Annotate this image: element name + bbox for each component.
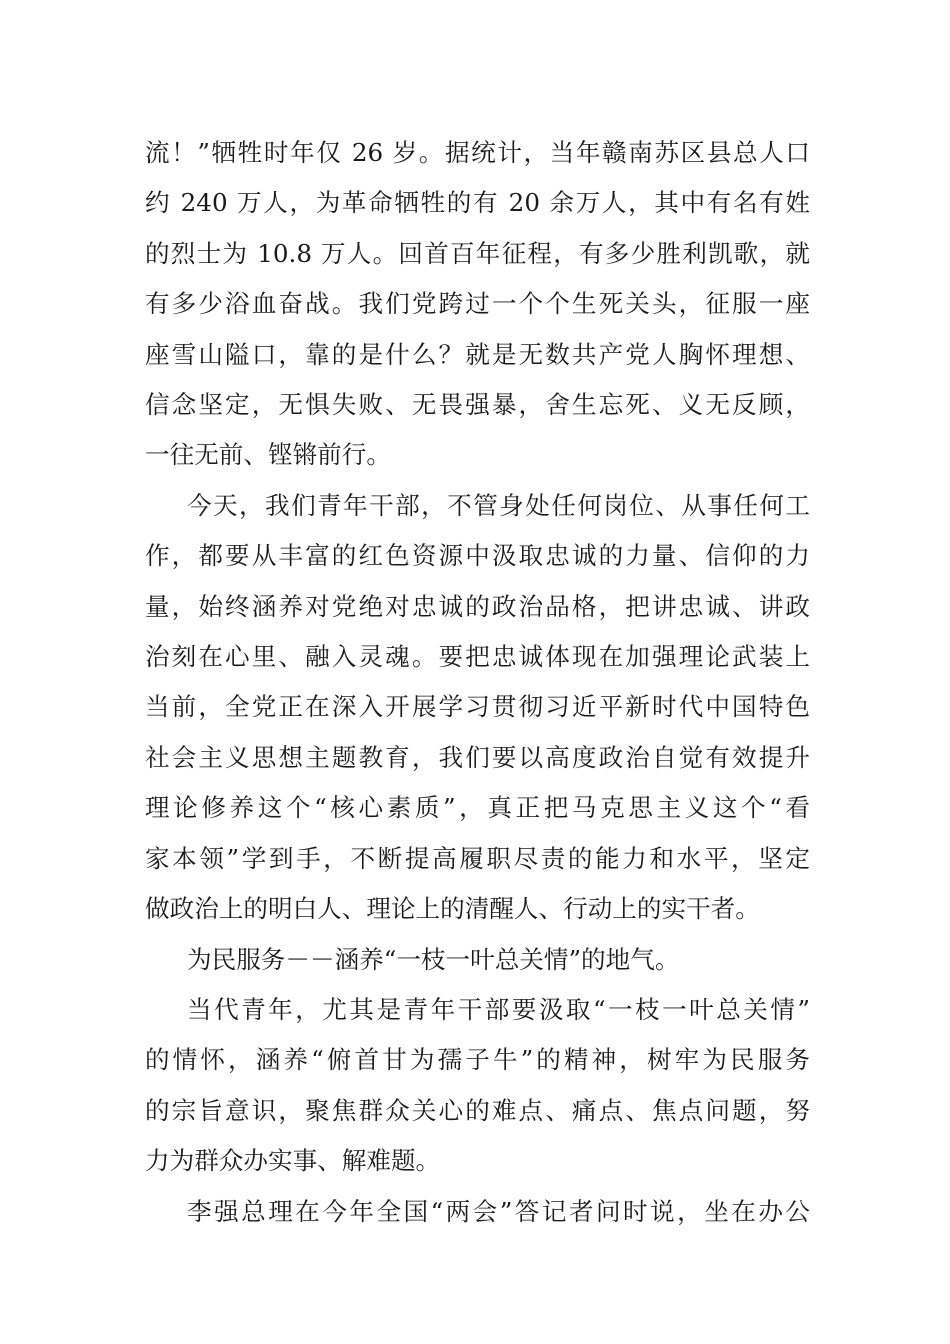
- paragraph-2: [145, 481, 810, 935]
- text-line: 社会主义思想主题教育，我们要以高度政治自觉有效提升: [145, 742, 810, 772]
- text-line: 家本领”学到手，不断提高履职尽责的能力和水平，坚定: [145, 843, 810, 873]
- text-line: 约 240 万人，为革命牺牲的有 20 余万人，其中有名有姓: [145, 188, 810, 218]
- paragraph-3-heading: [145, 935, 810, 985]
- text-line: 座雪山隘口，靠的是什么？就是无数共产党人胸怀理想、: [145, 339, 810, 369]
- text-line: 量，始终涵养对党绝对忠诚的政治品格，把讲忠诚、讲政: [145, 591, 810, 621]
- paragraph-1: [145, 128, 810, 481]
- text-line: 有多少浴血奋战。我们党跨过一个个生死关头，征服一座: [145, 289, 810, 319]
- text-line: 做政治上的明白人、理论上的清醒人、行动上的实干者。: [145, 894, 760, 924]
- text-line: 一往无前、铿锵前行。: [145, 440, 391, 470]
- text-line: 治刻在心里、融入灵魂。要把忠诚体现在加强理论武装上: [145, 642, 810, 672]
- text-line: 的烈士为 10.8 万人。回首百年征程，有多少胜利凯歌，就: [145, 238, 810, 268]
- text-line: 今天，我们青年干部，不管身处任何岗位、从事任何工: [187, 490, 810, 520]
- paragraph-4: [145, 985, 810, 1187]
- text-line: 当代青年，尤其是青年干部要汲取“一枝一叶总关情”: [187, 994, 810, 1024]
- paragraph-5: [145, 1187, 810, 1237]
- text-line: 流！”牺牲时年仅 26 岁。据统计，当年赣南苏区县总人口: [145, 138, 810, 167]
- section-heading: 为民服务－－涵养“一枝一叶总关情”的地气。: [187, 944, 680, 974]
- text-line: 理论修养这个“核心素质”，真正把马克思主义这个“看: [145, 793, 810, 823]
- text-line: 作，都要从丰富的红色资源中汲取忠诚的力量、信仰的力: [145, 541, 810, 571]
- text-line: 力为群众办实事、解难题。: [145, 1146, 441, 1176]
- text-line: 信念坚定，无惧失败、无畏强暴，舍生忘死、义无反顾，: [145, 390, 810, 420]
- text-line: 李强总理在今年全国“两会”答记者问时说，坐在办公: [187, 1196, 810, 1226]
- text-line: 的宗旨意识，聚焦群众关心的难点、痛点、焦点问题，努: [145, 1095, 810, 1125]
- body-text: [145, 128, 810, 1237]
- text-line: 当前，全党正在深入开展学习贯彻习近平新时代中国特色: [145, 692, 810, 722]
- text-line: 的情怀，涵养“俯首甘为孺子牛”的精神，树牢为民服务: [145, 1045, 810, 1075]
